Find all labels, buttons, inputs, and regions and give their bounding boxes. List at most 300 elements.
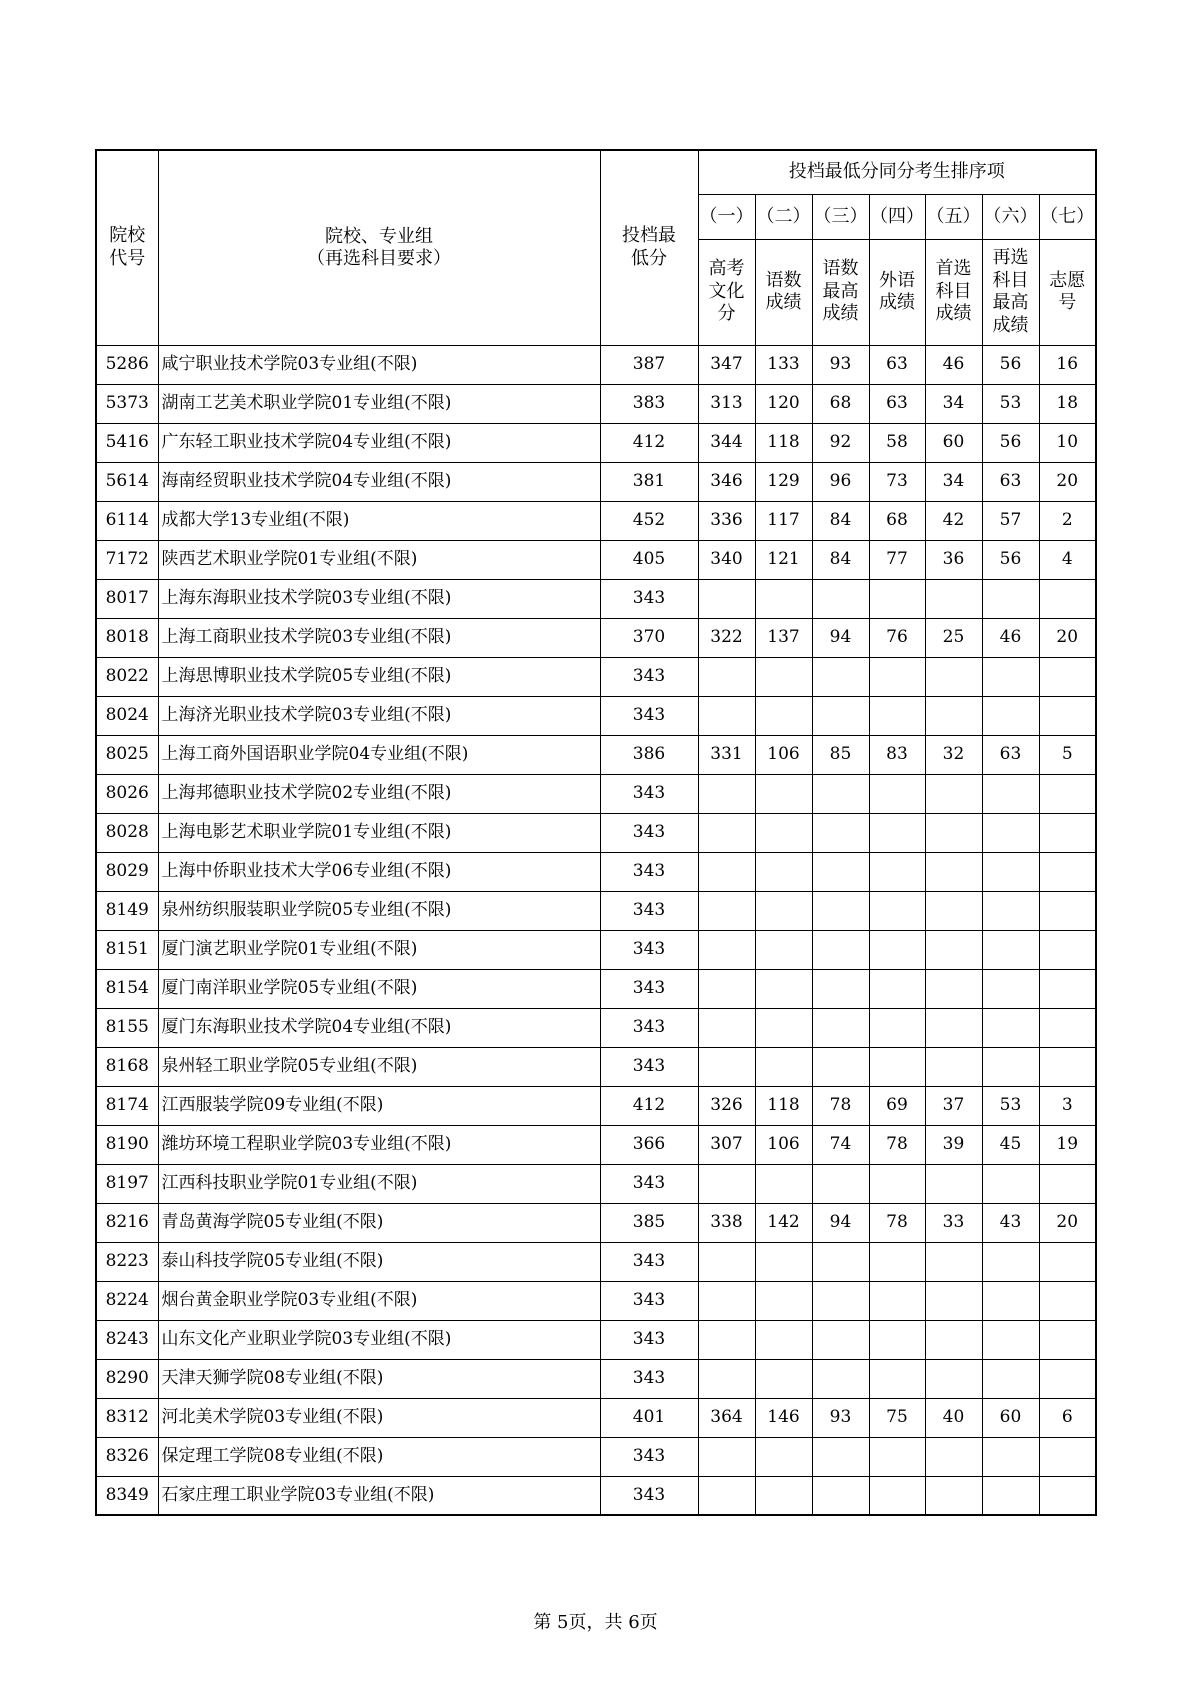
cell-second-subject-max	[982, 813, 1039, 852]
cell-chn-math-max: 92	[812, 423, 869, 462]
cell-chn-math	[755, 891, 812, 930]
table-row	[96, 501, 1096, 540]
cell-min-score: 387	[600, 345, 698, 384]
cell-code: 8243	[96, 1320, 158, 1359]
cell-code: 8029	[96, 852, 158, 891]
cell-choice-no	[1039, 1476, 1096, 1515]
cell-second-subject-max: 63	[982, 462, 1039, 501]
cell-foreign	[869, 852, 925, 891]
cell-min-score: 343	[600, 891, 698, 930]
cell-code: 8174	[96, 1086, 158, 1125]
cell-min-score: 343	[600, 579, 698, 618]
cell-foreign: 83	[869, 735, 925, 774]
cell-chn-math	[755, 1281, 812, 1320]
cell-foreign	[869, 1320, 925, 1359]
tiebreak-num-7: （七）	[1039, 194, 1096, 239]
cell-code: 8326	[96, 1437, 158, 1476]
cell-foreign	[869, 1359, 925, 1398]
cell-chn-math-max: 93	[812, 345, 869, 384]
cell-chn-math	[755, 696, 812, 735]
cell-min-score: 343	[600, 774, 698, 813]
cell-chn-math: 133	[755, 345, 812, 384]
cell-foreign: 73	[869, 462, 925, 501]
table-row	[96, 423, 1096, 462]
cell-chn-math-max	[812, 696, 869, 735]
cell-second-subject-max	[982, 1047, 1039, 1086]
cell-choice-no	[1039, 813, 1096, 852]
cell-foreign	[869, 696, 925, 735]
cell-second-subject-max: 53	[982, 384, 1039, 423]
cell-second-subject-max	[982, 1359, 1039, 1398]
cell-name: 河北美术学院03专业组(不限)	[158, 1398, 600, 1437]
table-row	[96, 579, 1096, 618]
cell-name: 山东文化产业职业学院03专业组(不限)	[158, 1320, 600, 1359]
cell-foreign	[869, 1008, 925, 1047]
cell-code: 8025	[96, 735, 158, 774]
cell-foreign: 63	[869, 345, 925, 384]
cell-first-subject	[925, 813, 982, 852]
cell-choice-no	[1039, 774, 1096, 813]
cell-chn-math	[755, 1242, 812, 1281]
cell-min-score: 381	[600, 462, 698, 501]
cell-min-score: 343	[600, 852, 698, 891]
cell-chn-math	[755, 1476, 812, 1515]
cell-total	[698, 930, 755, 969]
col-header-code: 院校代号	[96, 150, 158, 345]
cell-name: 湖南工艺美术职业学院01专业组(不限)	[158, 384, 600, 423]
cell-code: 8290	[96, 1359, 158, 1398]
cell-code: 8151	[96, 930, 158, 969]
cell-second-subject-max	[982, 891, 1039, 930]
cell-second-subject-max: 56	[982, 540, 1039, 579]
cell-foreign	[869, 813, 925, 852]
table-row	[96, 1281, 1096, 1320]
cell-code: 8154	[96, 969, 158, 1008]
cell-foreign: 58	[869, 423, 925, 462]
cell-first-subject: 37	[925, 1086, 982, 1125]
cell-chn-math	[755, 1437, 812, 1476]
cell-foreign	[869, 774, 925, 813]
cell-choice-no	[1039, 930, 1096, 969]
table-row	[96, 1047, 1096, 1086]
cell-chn-math-max: 78	[812, 1086, 869, 1125]
cell-foreign	[869, 579, 925, 618]
cell-chn-math-max	[812, 1320, 869, 1359]
cell-name: 厦门东海职业技术学院04专业组(不限)	[158, 1008, 600, 1047]
cell-name: 上海电影艺术职业学院01专业组(不限)	[158, 813, 600, 852]
cell-first-subject	[925, 969, 982, 1008]
cell-second-subject-max	[982, 774, 1039, 813]
table-row	[96, 1359, 1096, 1398]
tiebreak-num-6: （六）	[982, 194, 1039, 239]
cell-choice-no	[1039, 852, 1096, 891]
cell-foreign	[869, 930, 925, 969]
cell-chn-math-max	[812, 930, 869, 969]
cell-chn-math	[755, 774, 812, 813]
cell-code: 5286	[96, 345, 158, 384]
cell-min-score: 383	[600, 384, 698, 423]
cell-choice-no: 20	[1039, 1203, 1096, 1242]
cell-chn-math-max	[812, 852, 869, 891]
cell-first-subject	[925, 930, 982, 969]
cell-foreign: 68	[869, 501, 925, 540]
cell-total	[698, 1437, 755, 1476]
cell-second-subject-max	[982, 852, 1039, 891]
table-row	[96, 657, 1096, 696]
tiebreak-label-7: 志愿号	[1039, 239, 1096, 345]
page-footer: 第 5页，共 6页	[533, 1612, 658, 1633]
cell-chn-math: 137	[755, 618, 812, 657]
cell-min-score: 412	[600, 1086, 698, 1125]
cell-name: 江西科技职业学院01专业组(不限)	[158, 1164, 600, 1203]
cell-choice-no: 20	[1039, 618, 1096, 657]
cell-code: 7172	[96, 540, 158, 579]
cell-choice-no	[1039, 1359, 1096, 1398]
cell-choice-no	[1039, 891, 1096, 930]
cell-second-subject-max	[982, 930, 1039, 969]
cell-chn-math-max	[812, 1242, 869, 1281]
cell-total	[698, 1476, 755, 1515]
cell-name: 厦门南洋职业学院05专业组(不限)	[158, 969, 600, 1008]
cell-min-score: 343	[600, 1242, 698, 1281]
cell-foreign	[869, 969, 925, 1008]
cell-second-subject-max	[982, 657, 1039, 696]
cell-name: 上海中侨职业技术大学06专业组(不限)	[158, 852, 600, 891]
cell-chn-math-max	[812, 1281, 869, 1320]
cell-total	[698, 1242, 755, 1281]
cell-first-subject: 34	[925, 462, 982, 501]
cell-name: 上海邦德职业技术学院02专业组(不限)	[158, 774, 600, 813]
cell-chn-math	[755, 813, 812, 852]
cell-chn-math-max: 85	[812, 735, 869, 774]
cell-choice-no: 2	[1039, 501, 1096, 540]
cell-code: 5614	[96, 462, 158, 501]
cell-second-subject-max: 43	[982, 1203, 1039, 1242]
cell-total	[698, 891, 755, 930]
table-row	[96, 1437, 1096, 1476]
cell-name: 上海工商外国语职业学院04专业组(不限)	[158, 735, 600, 774]
cell-min-score: 343	[600, 657, 698, 696]
cell-name: 保定理工学院08专业组(不限)	[158, 1437, 600, 1476]
cell-min-score: 343	[600, 1476, 698, 1515]
cell-code: 5416	[96, 423, 158, 462]
cell-name: 咸宁职业技术学院03专业组(不限)	[158, 345, 600, 384]
cell-name: 潍坊环境工程职业学院03专业组(不限)	[158, 1125, 600, 1164]
cell-chn-math-max	[812, 1437, 869, 1476]
cell-code: 8155	[96, 1008, 158, 1047]
cell-choice-no	[1039, 1281, 1096, 1320]
cell-choice-no: 4	[1039, 540, 1096, 579]
cell-total: 346	[698, 462, 755, 501]
cell-code: 8026	[96, 774, 158, 813]
cell-chn-math-max	[812, 1359, 869, 1398]
cell-first-subject	[925, 1437, 982, 1476]
cell-name: 天津天狮学院08专业组(不限)	[158, 1359, 600, 1398]
cell-choice-no	[1039, 657, 1096, 696]
tiebreak-label-1: 高考文化分	[698, 239, 755, 345]
cell-choice-no: 3	[1039, 1086, 1096, 1125]
cell-first-subject	[925, 696, 982, 735]
cell-first-subject: 34	[925, 384, 982, 423]
cell-total	[698, 579, 755, 618]
cell-name: 陕西艺术职业学院01专业组(不限)	[158, 540, 600, 579]
cell-total: 322	[698, 618, 755, 657]
cell-name: 泰山科技学院05专业组(不限)	[158, 1242, 600, 1281]
tiebreak-label-6: 再选科目最高成绩	[982, 239, 1039, 345]
cell-code: 8024	[96, 696, 158, 735]
cell-chn-math	[755, 579, 812, 618]
table-row	[96, 1086, 1096, 1125]
cell-total: 326	[698, 1086, 755, 1125]
cell-chn-math	[755, 969, 812, 1008]
cell-chn-math-max: 68	[812, 384, 869, 423]
table-row	[96, 891, 1096, 930]
cell-first-subject	[925, 579, 982, 618]
cell-code: 6114	[96, 501, 158, 540]
cell-chn-math	[755, 1047, 812, 1086]
cell-chn-math: 118	[755, 1086, 812, 1125]
table-row	[96, 1203, 1096, 1242]
cell-second-subject-max	[982, 1320, 1039, 1359]
cell-name: 成都大学13专业组(不限)	[158, 501, 600, 540]
table-row	[96, 813, 1096, 852]
cell-second-subject-max	[982, 1008, 1039, 1047]
cell-second-subject-max: 45	[982, 1125, 1039, 1164]
cell-first-subject	[925, 852, 982, 891]
cell-total	[698, 1047, 755, 1086]
cell-min-score: 401	[600, 1398, 698, 1437]
cell-min-score: 343	[600, 1359, 698, 1398]
cell-code: 8216	[96, 1203, 158, 1242]
cell-code: 8022	[96, 657, 158, 696]
cell-min-score: 370	[600, 618, 698, 657]
cell-second-subject-max: 53	[982, 1086, 1039, 1125]
cell-second-subject-max	[982, 1281, 1039, 1320]
cell-chn-math: 121	[755, 540, 812, 579]
cell-chn-math-max	[812, 1047, 869, 1086]
cell-name: 上海东海职业技术学院03专业组(不限)	[158, 579, 600, 618]
cell-first-subject: 39	[925, 1125, 982, 1164]
table-row	[96, 696, 1096, 735]
cell-total	[698, 1320, 755, 1359]
cell-chn-math: 120	[755, 384, 812, 423]
cell-total	[698, 774, 755, 813]
cell-chn-math: 142	[755, 1203, 812, 1242]
cell-chn-math-max	[812, 891, 869, 930]
table-row	[96, 618, 1096, 657]
cell-total: 331	[698, 735, 755, 774]
cell-foreign: 75	[869, 1398, 925, 1437]
cell-first-subject	[925, 1281, 982, 1320]
cell-chn-math	[755, 657, 812, 696]
cell-min-score: 343	[600, 813, 698, 852]
cell-first-subject	[925, 891, 982, 930]
table-row	[96, 1125, 1096, 1164]
cell-second-subject-max	[982, 969, 1039, 1008]
cell-choice-no	[1039, 1320, 1096, 1359]
cell-total	[698, 813, 755, 852]
col-header-name: 院校、专业组 （再选科目要求）	[158, 150, 600, 345]
cell-name: 上海思博职业技术学院05专业组(不限)	[158, 657, 600, 696]
cell-code: 5373	[96, 384, 158, 423]
cell-choice-no: 16	[1039, 345, 1096, 384]
cell-chn-math-max	[812, 1476, 869, 1515]
cell-choice-no: 19	[1039, 1125, 1096, 1164]
cell-name: 上海济光职业技术学院03专业组(不限)	[158, 696, 600, 735]
cell-first-subject: 40	[925, 1398, 982, 1437]
cell-code: 8312	[96, 1398, 158, 1437]
cell-foreign	[869, 1047, 925, 1086]
cell-name: 石家庄理工职业学院03专业组(不限)	[158, 1476, 600, 1515]
cell-name: 泉州纺织服装职业学院05专业组(不限)	[158, 891, 600, 930]
cell-name: 海南经贸职业技术学院04专业组(不限)	[158, 462, 600, 501]
cell-second-subject-max	[982, 1437, 1039, 1476]
cell-chn-math-max	[812, 657, 869, 696]
cell-total	[698, 969, 755, 1008]
cell-total: 364	[698, 1398, 755, 1437]
tiebreak-num-2: （二）	[755, 194, 812, 239]
table-row	[96, 540, 1096, 579]
table-row	[96, 1476, 1096, 1515]
tiebreak-num-3: （三）	[812, 194, 869, 239]
cell-chn-math-max	[812, 774, 869, 813]
cell-total: 307	[698, 1125, 755, 1164]
cell-min-score: 343	[600, 1164, 698, 1203]
table-row	[96, 1164, 1096, 1203]
admission-score-table	[95, 149, 1097, 1516]
cell-total	[698, 696, 755, 735]
cell-first-subject	[925, 1164, 982, 1203]
cell-total	[698, 1359, 755, 1398]
cell-chn-math-max	[812, 1164, 869, 1203]
tiebreak-label-3: 语数最高成绩	[812, 239, 869, 345]
col-header-score: 投档最低分	[600, 150, 698, 345]
tiebreak-num-1: （一）	[698, 194, 755, 239]
cell-code: 8017	[96, 579, 158, 618]
cell-foreign: 76	[869, 618, 925, 657]
cell-first-subject: 32	[925, 735, 982, 774]
table-row	[96, 852, 1096, 891]
cell-total: 338	[698, 1203, 755, 1242]
cell-foreign	[869, 1281, 925, 1320]
tiebreak-label-4: 外语成绩	[869, 239, 925, 345]
cell-foreign: 69	[869, 1086, 925, 1125]
cell-name: 烟台黄金职业学院03专业组(不限)	[158, 1281, 600, 1320]
cell-code: 8190	[96, 1125, 158, 1164]
cell-first-subject: 60	[925, 423, 982, 462]
cell-chn-math-max: 94	[812, 1203, 869, 1242]
table-row	[96, 930, 1096, 969]
cell-first-subject: 46	[925, 345, 982, 384]
cell-chn-math	[755, 852, 812, 891]
cell-min-score: 385	[600, 1203, 698, 1242]
cell-min-score: 343	[600, 696, 698, 735]
table-row	[96, 774, 1096, 813]
cell-foreign	[869, 1437, 925, 1476]
cell-second-subject-max	[982, 1164, 1039, 1203]
cell-code: 8028	[96, 813, 158, 852]
cell-name: 广东轻工职业技术学院04专业组(不限)	[158, 423, 600, 462]
cell-code: 8223	[96, 1242, 158, 1281]
cell-chn-math-max: 74	[812, 1125, 869, 1164]
cell-second-subject-max: 57	[982, 501, 1039, 540]
cell-chn-math-max	[812, 1008, 869, 1047]
table-row	[96, 1320, 1096, 1359]
tiebreak-num-5: （五）	[925, 194, 982, 239]
cell-first-subject	[925, 657, 982, 696]
cell-min-score: 343	[600, 1047, 698, 1086]
cell-first-subject: 25	[925, 618, 982, 657]
cell-first-subject: 36	[925, 540, 982, 579]
cell-second-subject-max: 56	[982, 423, 1039, 462]
cell-total: 344	[698, 423, 755, 462]
cell-choice-no: 6	[1039, 1398, 1096, 1437]
cell-min-score: 343	[600, 969, 698, 1008]
cell-chn-math-max: 93	[812, 1398, 869, 1437]
cell-first-subject	[925, 1476, 982, 1515]
cell-code: 8224	[96, 1281, 158, 1320]
cell-choice-no	[1039, 579, 1096, 618]
cell-chn-math: 129	[755, 462, 812, 501]
cell-chn-math-max	[812, 969, 869, 1008]
cell-choice-no	[1039, 1008, 1096, 1047]
cell-code: 8149	[96, 891, 158, 930]
cell-total	[698, 657, 755, 696]
cell-foreign: 63	[869, 384, 925, 423]
cell-second-subject-max	[982, 1242, 1039, 1281]
table-row	[96, 462, 1096, 501]
cell-name: 泉州轻工职业学院05专业组(不限)	[158, 1047, 600, 1086]
cell-second-subject-max: 46	[982, 618, 1039, 657]
cell-chn-math: 106	[755, 1125, 812, 1164]
cell-choice-no	[1039, 696, 1096, 735]
cell-foreign	[869, 1164, 925, 1203]
cell-min-score: 412	[600, 423, 698, 462]
cell-min-score: 343	[600, 1281, 698, 1320]
cell-chn-math-max: 96	[812, 462, 869, 501]
cell-name: 厦门演艺职业学院01专业组(不限)	[158, 930, 600, 969]
cell-chn-math: 106	[755, 735, 812, 774]
cell-total	[698, 1164, 755, 1203]
cell-min-score: 366	[600, 1125, 698, 1164]
cell-chn-math	[755, 1320, 812, 1359]
cell-foreign	[869, 657, 925, 696]
cell-total: 347	[698, 345, 755, 384]
cell-first-subject: 42	[925, 501, 982, 540]
cell-first-subject	[925, 1047, 982, 1086]
table-row	[96, 345, 1096, 384]
table-row	[96, 969, 1096, 1008]
cell-first-subject	[925, 1242, 982, 1281]
table-row	[96, 384, 1096, 423]
cell-chn-math	[755, 1008, 812, 1047]
tiebreak-label-5: 首选科目成绩	[925, 239, 982, 345]
cell-chn-math: 118	[755, 423, 812, 462]
cell-second-subject-max	[982, 579, 1039, 618]
cell-choice-no: 20	[1039, 462, 1096, 501]
cell-chn-math-max	[812, 579, 869, 618]
cell-total: 313	[698, 384, 755, 423]
cell-foreign	[869, 1242, 925, 1281]
cell-chn-math-max	[812, 813, 869, 852]
cell-first-subject	[925, 1320, 982, 1359]
cell-choice-no: 18	[1039, 384, 1096, 423]
cell-chn-math	[755, 1164, 812, 1203]
cell-choice-no	[1039, 1437, 1096, 1476]
cell-min-score: 452	[600, 501, 698, 540]
table-row	[96, 1398, 1096, 1437]
cell-chn-math-max: 84	[812, 540, 869, 579]
